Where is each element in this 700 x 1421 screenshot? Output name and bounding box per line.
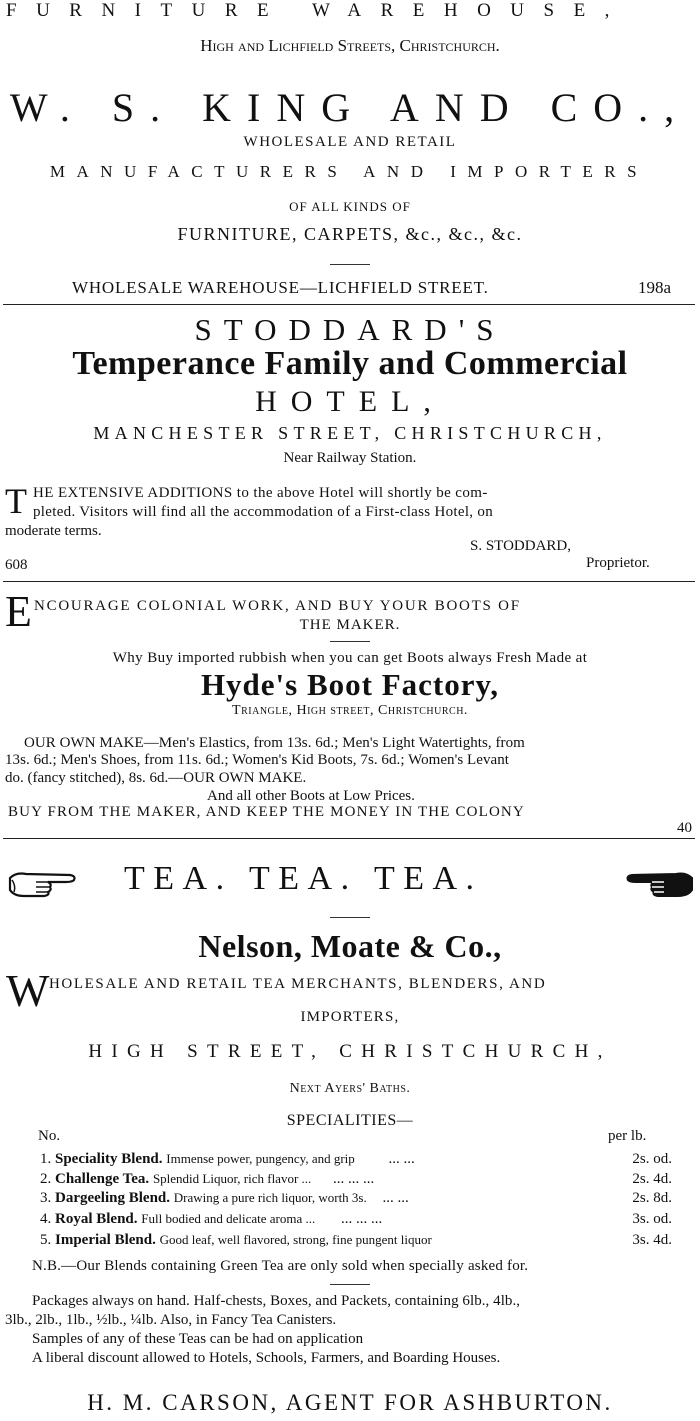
ad3-body-line5: BUY FROM THE MAKER, AND KEEP THE MONEY IN THE COLONY <box>8 804 525 820</box>
ad3-code: 40 <box>677 820 692 836</box>
ad4-firm: Nelson, Moate & Co., <box>198 928 502 964</box>
tea-dots: ... ... <box>382 1190 409 1206</box>
ad2-role: Proprietor. <box>586 555 650 571</box>
ad2-signer: S. STODDARD, <box>470 538 571 554</box>
ad4-street: HIGH STREET, CHRISTCHURCH, <box>88 1041 612 1062</box>
ad4-next: Next Ayers' Baths. <box>289 1081 411 1096</box>
ad2-title: Temperance Family and Commercial <box>72 345 628 382</box>
tea-num: 2. <box>40 1171 52 1187</box>
tea-desc: Good leaf, well flavored, strong, fine pungent liquor <box>159 1232 432 1247</box>
pointing-hand-right-icon <box>6 866 78 900</box>
divider-2 <box>3 581 695 582</box>
ad3-head-line2: THE MAKER. <box>299 617 401 633</box>
tea-num: 4. <box>40 1211 52 1227</box>
tea-name: Speciality Blend. <box>55 1151 163 1167</box>
tea-row <box>40 1232 672 1249</box>
ad2-body-line3: moderate terms. <box>5 523 102 539</box>
ad4-col-per: per lb. <box>608 1128 647 1144</box>
ad2-body-line1: HE EXTENSIVE ADDITIONS to the above Hotel will shortly be com- <box>33 485 488 501</box>
ad4-pack-line1: Packages always on hand. Half-chests, Boxes, and Packets, containing 6lb., 4lb., <box>32 1293 521 1309</box>
ad2-name: STODDARD'S <box>194 312 506 347</box>
tea-price: 2s. 8d. <box>632 1190 672 1206</box>
tea-dots: ... ... <box>388 1151 415 1167</box>
tea-dots: ... ... ... <box>333 1171 375 1187</box>
tea-row <box>40 1151 672 1168</box>
tea-num: 1. <box>40 1151 52 1167</box>
ad4-agent: H. M. CARSON, AGENT FOR ASHBURTON. <box>87 1390 613 1415</box>
ad2-body-line2: pleted. Visitors will find all the accommodation of a First-class Hotel, on <box>33 504 493 520</box>
divider-1 <box>3 304 695 305</box>
ad1-warehouse: WHOLESALE WAREHOUSE—LICHFIELD STREET. <box>72 278 489 297</box>
ad4-pack-line4: A liberal discount allowed to Hotels, Schools, Farmers, and Boarding Houses. <box>32 1350 501 1366</box>
ad3-name: Hyde's Boot Factory, <box>200 667 500 702</box>
ad2-code: 608 <box>5 557 28 573</box>
divider-3 <box>3 838 695 839</box>
ad4-tea: TEA. TEA. TEA. <box>124 860 483 897</box>
ad1-headline: FURNITURE WAREHOUSE, <box>6 0 629 21</box>
ad4-short-rule-1 <box>330 917 370 918</box>
tea-price: 2s. od. <box>632 1151 672 1167</box>
ad4-specialities: SPECIALITIES— <box>286 1112 414 1129</box>
ad3-dropcap: E <box>5 587 32 636</box>
ad1-short-rule <box>330 264 370 265</box>
ad4-nb: N.B.—Our Blends containing Green Tea are only sold when specially asked for. <box>32 1258 529 1274</box>
ad1-manufacturers: MANUFACTURERS AND IMPORTERS <box>49 162 649 181</box>
ad1-wholesale-retail: WHOLESALE AND RETAIL <box>243 134 457 150</box>
ad4-pack-line2: 3lb., 2lb., 1lb., ½lb., ¼lb. Also, in Fancy Tea Canisters. <box>5 1312 337 1328</box>
tea-dots: ... ... ... <box>341 1211 383 1227</box>
tea-price: 3s. od. <box>632 1211 672 1227</box>
tea-desc: Splendid Liquor, rich flavor ... <box>152 1171 312 1186</box>
tea-num: 5. <box>40 1232 52 1248</box>
ad3-address: Triangle, High street, Christchurch. <box>232 703 468 718</box>
ad3-body-line3: do. (fancy stitched), 8s. 6d.—OUR OWN MAKE. <box>5 770 307 786</box>
tea-num: 3. <box>40 1190 52 1206</box>
ad3-body-line1: OUR OWN MAKE—Men's Elastics, from 13s. 6d.; Men's Light Watertights, from <box>24 735 525 751</box>
tea-desc: Immense power, pungency, and grip <box>166 1151 355 1166</box>
ad4-head-line2: IMPORTERS, <box>300 1009 400 1025</box>
pointing-hand-left-icon <box>624 866 696 900</box>
ad4-pack-line3: Samples of any of these Teas can be had on application <box>32 1331 364 1347</box>
ad4-short-rule-2 <box>330 1284 370 1285</box>
ad2-hotel: HOTEL, <box>255 385 445 418</box>
tea-price: 2s. 4d. <box>632 1171 672 1187</box>
ad2-dropcap: T <box>5 481 27 521</box>
ad4-dropcap: W <box>6 965 50 1016</box>
ad3-body-line4: And all other Boots at Low Prices. <box>207 788 415 804</box>
tea-desc: Full bodied and delicate aroma ... <box>141 1211 316 1226</box>
ad3-head-line1: NCOURAGE COLONIAL WORK, AND BUY YOUR BOOTS OF <box>34 598 521 614</box>
ad3-why: Why Buy imported rubbish when you can get Boots always Fresh Made at <box>112 650 588 666</box>
ad3-short-rule <box>330 641 370 642</box>
tea-row <box>40 1190 672 1207</box>
tea-name: Imperial Blend. <box>55 1232 156 1248</box>
tea-price: 3s. 4d. <box>632 1232 672 1248</box>
tea-row <box>40 1171 672 1188</box>
ad1-address: High and Lichfield Streets, Christchurch. <box>200 36 500 55</box>
tea-name: Challenge Tea. <box>55 1171 150 1187</box>
ad1-furniture-carpets: FURNITURE, CARPETS, &c., &c., &c. <box>177 224 523 244</box>
ad4-col-no: No. <box>38 1128 61 1144</box>
ad1-all-kinds: OF ALL KINDS OF <box>289 199 411 214</box>
ad1-code: 198a <box>638 278 672 297</box>
ad2-street: MANCHESTER STREET, CHRISTCHURCH, <box>93 423 607 443</box>
tea-name: Royal Blend. <box>55 1211 138 1227</box>
ad3-body-line2: 13s. 6d.; Men's Shoes, from 11s. 6d.; Women's Kid Boots, 7s. 6d.; Women's Levant <box>5 752 509 768</box>
ad4-head-line1: HOLESALE AND RETAIL TEA MERCHANTS, BLENDERS, AND <box>49 976 547 992</box>
tea-name: Dargeeling Blend. <box>55 1190 170 1206</box>
ad1-firm: W. S. KING AND CO., <box>9 85 691 130</box>
tea-desc: Drawing a pure rich liquor, worth 3s. <box>173 1190 367 1205</box>
ad2-near: Near Railway Station. <box>283 450 417 466</box>
tea-row <box>40 1211 672 1228</box>
